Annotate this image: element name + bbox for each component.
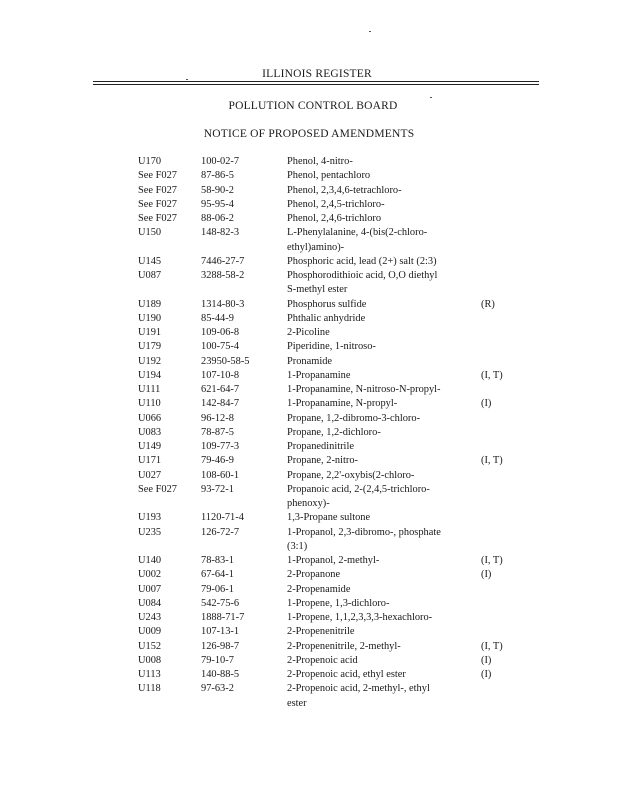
substance-name-cell: Phenol, 4-nitro- bbox=[287, 156, 353, 167]
table-row bbox=[138, 469, 538, 483]
waste-code-cell: U193 bbox=[138, 512, 162, 524]
table-row bbox=[138, 226, 538, 240]
waste-code-cell bbox=[138, 241, 201, 255]
cas-number-cell: 93-72-1 bbox=[201, 483, 234, 495]
table-row bbox=[138, 611, 538, 625]
hazard-code-cell bbox=[481, 483, 538, 497]
hazard-code-cell: (I) bbox=[481, 398, 492, 410]
cas-number-cell: 58-90-2 bbox=[201, 184, 234, 196]
waste-code-cell: See F027 bbox=[138, 483, 177, 495]
table-row bbox=[138, 198, 538, 212]
hazard-code-cell bbox=[481, 412, 538, 426]
substance-name-cell: Phosphorodithioic acid, O,O diethyl bbox=[287, 270, 438, 281]
hazard-code-cell: (I) bbox=[481, 654, 492, 666]
cas-number-cell: 78-87-5 bbox=[201, 426, 234, 438]
substance-name-cell: S-methyl ester bbox=[287, 284, 348, 296]
substance-name-cell: 2-Propenamide bbox=[287, 583, 351, 595]
table-row bbox=[138, 426, 538, 440]
substance-name-cell: 1,3-Propane sultone bbox=[287, 512, 371, 524]
table-row bbox=[138, 568, 538, 582]
waste-code-cell: U145 bbox=[138, 255, 162, 267]
substance-name-cell: Propanedinitrile bbox=[287, 441, 354, 452]
table-row bbox=[138, 340, 538, 354]
cas-number-cell: 148-82-3 bbox=[201, 227, 240, 239]
waste-code-cell: U170 bbox=[138, 156, 162, 167]
table-row bbox=[138, 554, 538, 568]
table-row bbox=[138, 298, 538, 312]
waste-code-cell: U009 bbox=[138, 626, 162, 638]
hazard-code-cell bbox=[481, 383, 538, 397]
table-row bbox=[138, 155, 538, 169]
substance-name-cell: Propane, 1,2-dibromo-3-chloro- bbox=[287, 412, 421, 424]
table-row bbox=[138, 212, 538, 226]
substance-name-cell: 1-Propanol, 2-methyl- bbox=[287, 555, 380, 566]
waste-code-cell: U066 bbox=[138, 412, 162, 424]
hazardous-waste-table bbox=[138, 155, 538, 711]
waste-code-cell bbox=[138, 697, 201, 711]
table-row bbox=[138, 241, 538, 255]
table-row bbox=[138, 355, 538, 369]
table-row bbox=[138, 483, 538, 497]
cas-number-cell bbox=[201, 697, 287, 711]
cas-number-cell: 542-75-6 bbox=[201, 597, 240, 609]
substance-name-cell: Propane, 2-nitro- bbox=[287, 455, 358, 467]
waste-code-cell: U140 bbox=[138, 555, 162, 566]
waste-code-cell: U171 bbox=[138, 455, 162, 467]
hazard-code-cell bbox=[481, 625, 538, 639]
waste-code-cell: U118 bbox=[138, 683, 161, 695]
waste-code-cell: U235 bbox=[138, 526, 162, 538]
hazard-code-cell: (I) bbox=[481, 669, 492, 680]
cas-number-cell: 107-10-8 bbox=[201, 369, 240, 381]
waste-code-cell: U002 bbox=[138, 569, 162, 581]
cas-number-cell: 126-98-7 bbox=[201, 640, 240, 652]
cas-number-cell: 88-06-2 bbox=[201, 213, 234, 224]
hazard-code-cell bbox=[481, 212, 538, 226]
table-row bbox=[138, 369, 538, 383]
substance-name-cell: Propanoic acid, 2-(2,4,5-trichloro- bbox=[287, 483, 430, 495]
substance-name-cell: phenoxy)- bbox=[287, 498, 330, 509]
substance-name-cell: 2-Propenoic acid, ethyl ester bbox=[287, 669, 406, 680]
cas-number-cell: 79-10-7 bbox=[201, 654, 234, 666]
cas-number-cell: 142-84-7 bbox=[201, 398, 240, 410]
table-row bbox=[138, 511, 538, 525]
waste-code-cell: U150 bbox=[138, 227, 162, 239]
waste-code-cell: U194 bbox=[138, 369, 162, 381]
hazard-code-cell: (I, T) bbox=[481, 369, 503, 381]
hazard-code-cell bbox=[481, 312, 538, 326]
hazard-code-cell bbox=[481, 155, 538, 169]
hazard-code-cell bbox=[481, 355, 538, 369]
substance-name-cell: 2-Propenoic acid bbox=[287, 654, 358, 666]
waste-code-cell bbox=[138, 540, 201, 554]
table-row bbox=[138, 412, 538, 426]
hazard-code-cell bbox=[481, 682, 538, 696]
waste-code-cell bbox=[138, 283, 201, 297]
substance-name-cell: 1-Propene, 1,1,2,3,3,3-hexachloro- bbox=[287, 612, 433, 623]
table-row bbox=[138, 184, 538, 198]
cas-number-cell bbox=[201, 497, 287, 511]
cas-number-cell bbox=[201, 540, 287, 554]
table-row bbox=[138, 668, 538, 682]
hazard-code-cell bbox=[481, 184, 538, 198]
cas-number-cell: 109-06-8 bbox=[201, 327, 240, 338]
hazard-code-cell: (I, T) bbox=[481, 640, 503, 652]
table-row bbox=[138, 682, 538, 696]
scan-speck bbox=[430, 97, 432, 98]
table-row bbox=[138, 697, 538, 711]
waste-code-cell: See F027 bbox=[138, 170, 177, 182]
cas-number-cell: 97-63-2 bbox=[201, 683, 234, 695]
hazard-code-cell bbox=[481, 469, 538, 483]
hazard-code-cell bbox=[481, 226, 538, 240]
substance-name-cell: Phenol, 2,3,4,6-tetrachloro- bbox=[287, 184, 402, 196]
substance-name-cell: Piperidine, 1-nitroso- bbox=[287, 341, 376, 353]
cas-number-cell bbox=[201, 241, 287, 255]
table-row bbox=[138, 454, 538, 468]
cas-number-cell: 79-46-9 bbox=[201, 455, 234, 467]
table-row bbox=[138, 312, 538, 326]
substance-name-cell: 1-Propene, 1,3-dichloro- bbox=[287, 597, 390, 609]
substance-name-cell: 1-Propanamine, N-propyl- bbox=[287, 398, 398, 410]
table-row bbox=[138, 397, 538, 411]
waste-code-cell: U179 bbox=[138, 341, 162, 353]
agency-title: POLLUTION CONTROL BOARD bbox=[228, 100, 398, 112]
cas-number-cell: 3288-58-2 bbox=[201, 270, 245, 281]
substance-name-cell: 2-Propenenitrile bbox=[287, 626, 355, 638]
table-row bbox=[138, 597, 538, 611]
substance-name-cell: ester bbox=[287, 697, 307, 709]
waste-code-cell: U190 bbox=[138, 312, 162, 324]
waste-code-cell: U027 bbox=[138, 469, 162, 481]
waste-code-cell: U087 bbox=[138, 270, 162, 281]
waste-code-cell: U083 bbox=[138, 426, 162, 438]
hazard-code-cell bbox=[481, 583, 538, 597]
hazard-code-cell bbox=[481, 611, 538, 625]
waste-code-cell: U111 bbox=[138, 384, 161, 395]
substance-name-cell: 1-Propanol, 2,3-dibromo-, phosphate bbox=[287, 526, 441, 538]
substance-name-cell: Phosphorus sulfide bbox=[287, 298, 367, 310]
table-row bbox=[138, 583, 538, 597]
waste-code-cell: U152 bbox=[138, 640, 162, 652]
table-row bbox=[138, 255, 538, 269]
hazard-code-cell bbox=[481, 440, 538, 454]
substance-name-cell: Phthalic anhydride bbox=[287, 312, 366, 324]
substance-name-cell: ethyl)amino)- bbox=[287, 241, 345, 253]
cas-number-cell: 87-86-5 bbox=[201, 170, 234, 182]
cas-number-cell: 79-06-1 bbox=[201, 583, 234, 595]
cas-number-cell: 1888-71-7 bbox=[201, 612, 245, 623]
hazard-code-cell bbox=[481, 269, 538, 283]
cas-number-cell: 100-02-7 bbox=[201, 156, 240, 167]
substance-name-cell: Phenol, 2,4,5-trichloro- bbox=[287, 198, 385, 210]
substance-name-cell: 2-Picoline bbox=[287, 327, 330, 338]
hazard-code-cell bbox=[481, 241, 538, 255]
cas-number-cell: 95-95-4 bbox=[201, 198, 234, 210]
substance-name-cell: 2-Propenenitrile, 2-methyl- bbox=[287, 640, 401, 652]
table-row bbox=[138, 283, 538, 297]
hazard-code-cell bbox=[481, 526, 538, 540]
scan-speck bbox=[369, 31, 371, 32]
table-row bbox=[138, 640, 538, 654]
hazard-code-cell bbox=[481, 540, 538, 554]
hazard-code-cell bbox=[481, 169, 538, 183]
waste-code-cell: U243 bbox=[138, 612, 162, 623]
table-row bbox=[138, 497, 538, 511]
cas-number-cell: 67-64-1 bbox=[201, 569, 234, 581]
waste-code-cell: See F027 bbox=[138, 198, 177, 210]
substance-name-cell: 1-Propanamine, N-nitroso-N-propyl- bbox=[287, 384, 441, 395]
table-row bbox=[138, 654, 538, 668]
substance-name-cell: (3:1) bbox=[287, 540, 308, 552]
table-row bbox=[138, 383, 538, 397]
cas-number-cell: 107-13-1 bbox=[201, 626, 240, 638]
table-row bbox=[138, 625, 538, 639]
register-title: ILLINOIS REGISTER bbox=[262, 68, 372, 80]
waste-code-cell: U149 bbox=[138, 441, 162, 452]
header-rule bbox=[93, 81, 539, 82]
substance-name-cell: Phosphoric acid, lead (2+) salt (2:3) bbox=[287, 255, 437, 267]
table-row bbox=[138, 169, 538, 183]
notice-title: NOTICE OF PROPOSED AMENDMENTS bbox=[203, 128, 415, 140]
substance-name-cell: Propane, 1,2-dichloro- bbox=[287, 426, 381, 438]
cas-number-cell: 140-88-5 bbox=[201, 669, 240, 680]
hazard-code-cell bbox=[481, 326, 538, 340]
hazard-code-cell: (R) bbox=[481, 298, 495, 310]
substance-name-cell: 1-Propanamine bbox=[287, 369, 351, 381]
waste-code-cell: U007 bbox=[138, 583, 162, 595]
cas-number-cell: 621-64-7 bbox=[201, 384, 240, 395]
cas-number-cell: 126-72-7 bbox=[201, 526, 240, 538]
header-rule bbox=[93, 84, 539, 85]
waste-code-cell: See F027 bbox=[138, 213, 177, 224]
cas-number-cell: 96-12-8 bbox=[201, 412, 234, 424]
substance-name-cell: Propane, 2,2'-oxybis(2-chloro- bbox=[287, 469, 415, 481]
waste-code-cell: See F027 bbox=[138, 184, 177, 196]
waste-code-cell: U113 bbox=[138, 669, 161, 680]
hazard-code-cell bbox=[481, 511, 538, 525]
cas-number-cell: 109-77-3 bbox=[201, 441, 240, 452]
waste-code-cell: U189 bbox=[138, 298, 162, 310]
cas-number-cell bbox=[201, 283, 287, 297]
hazard-code-cell bbox=[481, 426, 538, 440]
hazard-code-cell bbox=[481, 597, 538, 611]
table-row bbox=[138, 540, 538, 554]
cas-number-cell: 108-60-1 bbox=[201, 469, 240, 481]
hazard-code-cell bbox=[481, 198, 538, 212]
hazard-code-cell: (I, T) bbox=[481, 555, 503, 566]
cas-number-cell: 78-83-1 bbox=[201, 555, 234, 566]
waste-code-cell: U191 bbox=[138, 327, 162, 338]
waste-code-cell: U008 bbox=[138, 654, 162, 666]
hazard-code-cell bbox=[481, 340, 538, 354]
substance-name-cell: Pronamide bbox=[287, 355, 333, 367]
substance-name-cell: 2-Propanone bbox=[287, 569, 341, 581]
waste-code-cell: U192 bbox=[138, 355, 162, 367]
table-row bbox=[138, 326, 538, 340]
substance-name-cell: Phenol, 2,4,6-trichloro bbox=[287, 213, 382, 224]
substance-name-cell: L-Phenylalanine, 4-(bis(2-chloro- bbox=[287, 227, 428, 239]
cas-number-cell: 1314-80-3 bbox=[201, 298, 245, 310]
cas-number-cell: 100-75-4 bbox=[201, 341, 240, 353]
waste-code-cell: U084 bbox=[138, 597, 162, 609]
cas-number-cell: 23950-58-5 bbox=[201, 355, 250, 367]
table-row bbox=[138, 269, 538, 283]
hazard-code-cell bbox=[481, 255, 538, 269]
hazard-code-cell bbox=[481, 697, 538, 711]
hazard-code-cell bbox=[481, 497, 538, 511]
cas-number-cell: 85-44-9 bbox=[201, 312, 234, 324]
waste-code-cell: U110 bbox=[138, 398, 161, 410]
table-row bbox=[138, 526, 538, 540]
cas-number-cell: 7446-27-7 bbox=[201, 255, 245, 267]
cas-number-cell: 1120-71-4 bbox=[201, 512, 244, 524]
table-row bbox=[138, 440, 538, 454]
waste-code-cell bbox=[138, 497, 201, 511]
hazard-code-cell bbox=[481, 283, 538, 297]
hazard-code-cell: (I) bbox=[481, 569, 492, 581]
substance-name-cell: Phenol, pentachloro bbox=[287, 170, 371, 182]
substance-name-cell: 2-Propenoic acid, 2-methyl-, ethyl bbox=[287, 683, 430, 695]
hazard-code-cell: (I, T) bbox=[481, 455, 503, 467]
